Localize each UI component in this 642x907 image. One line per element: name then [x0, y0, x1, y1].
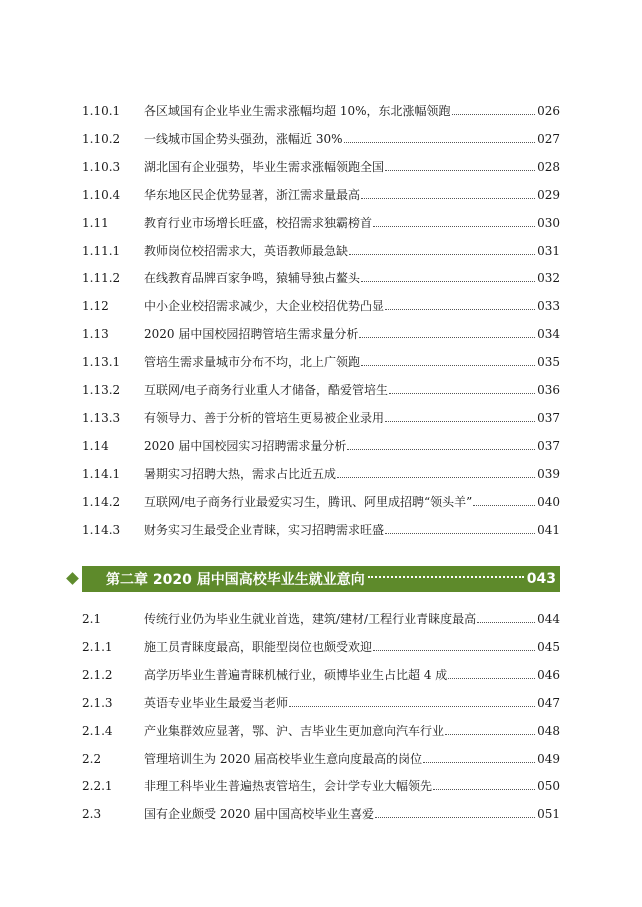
leader-dots	[448, 678, 535, 679]
toc-entry[interactable]	[82, 291, 560, 313]
entry-page-number: 046	[537, 667, 560, 682]
entry-title: 教师岗位校招需求大，英语教师最急缺	[144, 243, 349, 258]
entry-title: 有领导力、善于分析的管培生更易被企业录用	[144, 410, 385, 425]
entry-number: 1.10.1	[82, 104, 121, 118]
leader-dots	[337, 477, 535, 478]
toc-entry[interactable]	[82, 799, 560, 821]
leader-dots	[361, 281, 535, 282]
leader-dots	[368, 576, 524, 578]
entry-number: 2.2	[82, 751, 102, 766]
toc-entry[interactable]	[82, 375, 560, 397]
entry-title: 互联网/电子商务行业最爱实习生，腾讯、阿里成招聘“领头羊”	[144, 494, 473, 509]
entry-page-number: 040	[537, 494, 560, 509]
leader-dots	[385, 421, 535, 422]
leader-dots	[289, 706, 535, 707]
entry-number: 1.11	[82, 215, 109, 230]
entry-number: 1.12	[82, 299, 109, 314]
entry-number: 1.13.3	[82, 410, 121, 425]
entry-title: 一线城市国企势头强劲，涨幅近 30%	[144, 131, 343, 146]
toc-entry[interactable]	[82, 744, 560, 766]
toc-entry[interactable]	[82, 660, 560, 682]
entry-title: 华东地区民企优势显著，浙江需求量最高	[144, 187, 361, 202]
leader-dots	[389, 393, 535, 394]
entry-page-number: 032	[537, 271, 560, 286]
leader-dots	[349, 254, 535, 255]
entry-title: 管培生需求量城市分布不均，北上广领跑	[144, 355, 361, 370]
chapter-page-number: 043	[526, 571, 556, 587]
leader-dots	[477, 622, 535, 623]
leader-dots	[347, 449, 535, 450]
entry-page-number: 045	[537, 639, 560, 654]
entry-page-number: 034	[537, 327, 560, 342]
entry-title: 传统行业仍为毕业生就业首选，建筑/建材/工程行业青睐度最高	[144, 612, 477, 626]
toc-entry[interactable]	[82, 347, 560, 369]
chapter-heading-bar	[82, 566, 560, 592]
entry-title: 非理工科毕业生普遍热衷管培生，会计学专业大幅领先	[144, 779, 433, 794]
entry-page-number: 041	[537, 522, 560, 537]
entry-title: 各区域国有企业毕业生需求涨幅均超 10%，东北涨幅领跑	[144, 104, 451, 118]
entry-page-number: 029	[537, 187, 560, 202]
leader-dots	[359, 337, 535, 338]
entry-number: 2.1.2	[82, 667, 113, 682]
entry-title: 产业集群效应显著，鄂、沪、吉毕业生更加意向汽车行业	[144, 723, 445, 738]
entry-page-number: 027	[537, 131, 560, 146]
toc-entry[interactable]	[82, 403, 560, 425]
entry-number: 1.13.1	[82, 355, 121, 370]
entry-number: 1.11.2	[82, 271, 121, 286]
entry-number: 2.1.4	[82, 723, 113, 738]
leader-dots	[373, 226, 535, 227]
entry-title: 国有企业颇受 2020 届中国高校毕业生喜爱	[144, 807, 375, 822]
entry-number: 1.13.2	[82, 383, 121, 397]
entry-number: 2.1.1	[82, 639, 113, 654]
toc-entry[interactable]	[82, 208, 560, 230]
leader-dots	[473, 505, 535, 506]
entry-title: 高学历毕业生普遍青睐机械行业，硕博毕业生占比超 4 成	[144, 667, 448, 682]
toc-entry[interactable]	[82, 124, 560, 146]
entry-title: 施工员青睐度最高，职能型岗位也颇受欢迎	[144, 639, 373, 654]
entry-number: 2.1	[82, 612, 102, 626]
entry-title: 管理培训生为 2020 届高校毕业生意向度最高的岗位	[144, 751, 423, 766]
toc-entry[interactable]	[82, 688, 560, 710]
entry-title: 暑期实习招聘大热，需求占比近五成	[144, 466, 337, 481]
entry-page-number: 050	[537, 779, 560, 794]
toc-entry[interactable]	[82, 716, 560, 738]
leader-dots	[452, 114, 536, 115]
leader-dots	[385, 533, 535, 534]
entry-title: 教育行业市场增长旺盛，校招需求独霸榜首	[144, 215, 373, 230]
leader-dots	[385, 309, 535, 310]
entry-page-number: 035	[537, 355, 560, 370]
entry-page-number: 048	[537, 723, 560, 738]
entry-page-number: 044	[537, 612, 560, 626]
chapter-heading[interactable]	[82, 566, 560, 592]
entry-title: 湖北国有企业强势，毕业生需求涨幅领跑全国	[144, 159, 385, 174]
entry-number: 1.10.3	[82, 159, 121, 174]
entry-number: 1.10.2	[82, 131, 121, 146]
leader-dots	[375, 817, 535, 818]
entry-page-number: 030	[537, 215, 560, 230]
entry-title: 在线教育品牌百家争鸣，猿辅导独占鳌头	[144, 271, 361, 286]
entry-title: 2020 届中国校园实习招聘需求量分析	[144, 438, 347, 453]
leader-dots	[344, 142, 536, 143]
entry-page-number: 028	[537, 159, 560, 174]
toc-entry[interactable]	[82, 263, 560, 285]
leader-dots	[361, 198, 535, 199]
entry-number: 1.14.1	[82, 466, 121, 481]
leader-dots	[373, 650, 535, 651]
entry-number: 2.1.3	[82, 695, 113, 710]
entry-page-number: 033	[537, 299, 560, 314]
entry-page-number: 026	[537, 104, 560, 118]
entry-title: 英语专业毕业生最爱当老师	[144, 695, 289, 710]
toc-entry[interactable]	[82, 632, 560, 654]
entry-page-number: 037	[537, 410, 560, 425]
toc-entry[interactable]	[82, 515, 560, 537]
entry-page-number: 031	[537, 243, 560, 258]
entry-title: 财务实习生最受企业青睐，实习招聘需求旺盛	[144, 522, 385, 537]
toc-entry[interactable]	[82, 152, 560, 174]
chapter-title: 第二章 2020 届中国高校毕业生就业意向	[106, 572, 365, 588]
leader-dots	[361, 365, 535, 366]
toc-entry[interactable]	[82, 96, 560, 118]
leader-dots	[445, 734, 535, 735]
entry-number: 1.11.1	[82, 243, 121, 258]
toc-entry[interactable]	[82, 180, 560, 202]
entry-number: 1.14.2	[82, 494, 121, 509]
toc-entry[interactable]	[82, 487, 560, 509]
entry-page-number: 047	[537, 695, 560, 710]
entry-number: 2.3	[82, 807, 102, 822]
entry-title: 中小企业校招需求减少，大企业校招优势凸显	[144, 299, 385, 314]
leader-dots	[385, 170, 535, 171]
entry-number: 1.14.3	[82, 522, 121, 537]
toc-entry[interactable]	[82, 319, 560, 341]
entry-number: 1.14	[82, 438, 109, 453]
entry-page-number: 049	[537, 751, 560, 766]
toc-entry[interactable]	[82, 236, 560, 258]
entry-number: 2.2.1	[82, 779, 113, 794]
entry-page-number: 051	[537, 807, 560, 822]
leader-dots	[423, 762, 535, 763]
leader-dots	[433, 789, 535, 790]
entry-page-number: 037	[537, 438, 560, 453]
entry-title: 2020 届中国校园招聘管培生需求量分析	[144, 327, 359, 342]
toc-entry[interactable]	[82, 604, 560, 626]
entry-title: 互联网/电子商务行业重人才储备，酷爱管培生	[144, 383, 389, 397]
entry-number: 1.10.4	[82, 187, 121, 202]
toc-entry[interactable]	[82, 771, 560, 793]
entry-number: 1.13	[82, 327, 109, 342]
toc-entry[interactable]	[82, 431, 560, 453]
diamond-bullet-icon	[66, 572, 79, 585]
entry-page-number: 036	[537, 383, 560, 397]
entry-page-number: 039	[537, 466, 560, 481]
toc-entry[interactable]	[82, 459, 560, 481]
